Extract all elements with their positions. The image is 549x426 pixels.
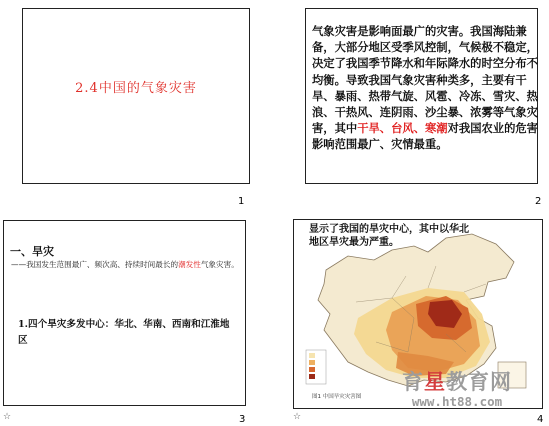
slide-number-3: 3	[239, 414, 246, 425]
slide-1-title: 2.4中国的气象灾害	[75, 81, 197, 96]
slide-2[interactable]	[305, 8, 538, 184]
slide-3[interactable]	[3, 220, 246, 406]
slide-3-desc-b: 气象灾害。	[200, 260, 239, 269]
slide-2-body	[312, 23, 538, 153]
watermark	[372, 366, 542, 409]
slide-3-desc-highlight: 潮发性	[178, 260, 201, 269]
slide-3-description	[11, 259, 239, 271]
star-icon: ☆	[293, 412, 302, 422]
star-icon: ☆	[3, 412, 12, 422]
watermark-brand-r: 星	[424, 370, 446, 394]
slide-number-1: 1	[238, 196, 245, 207]
slide-2-highlight: 干旱、台风、寒潮	[357, 121, 448, 136]
slide-3-heading: 一、旱灾	[10, 245, 54, 258]
watermark-brand-a: 育	[402, 370, 424, 394]
watermark-brand-b: 教育网	[446, 370, 512, 394]
slide-3-desc-a: ——我国发生范围最广、频次高、持续时间最长的	[11, 260, 179, 269]
slide-number-2: 2	[535, 196, 542, 207]
slide-4-caption: 显示了我国的旱灾中心，其中以华北地区旱灾最为严重。	[309, 224, 469, 248]
slide-1[interactable]	[22, 8, 250, 184]
watermark-url: www.ht88.com	[411, 394, 503, 409]
slide-3-point: 1.四个旱灾多发中心：华北、华南、西南和江淮地区	[18, 319, 230, 346]
watermark-brand	[372, 366, 542, 396]
slide-2-text-b: 对我国农业的危害影响范围最广、灾情最重。	[312, 121, 538, 152]
slide-number-4: 4	[537, 414, 544, 425]
map-source-note: 图1 中国旱灾灾害图	[312, 394, 362, 400]
slide-2-text-a: 气象灾害是影响面最广的灾害。我国海陆兼备，大部分地区受季风控制，气候极不稳定，决定了我国季节降水和年际降水的时空分布不均衡。导致我国气象灾害种类多，主要有干旱、暴雨、热带气旋、风雹、冷冻、雪灾、热浪、干热风、连阴雨、沙尘暴、浓雾等气象灾害，其中	[312, 24, 538, 136]
